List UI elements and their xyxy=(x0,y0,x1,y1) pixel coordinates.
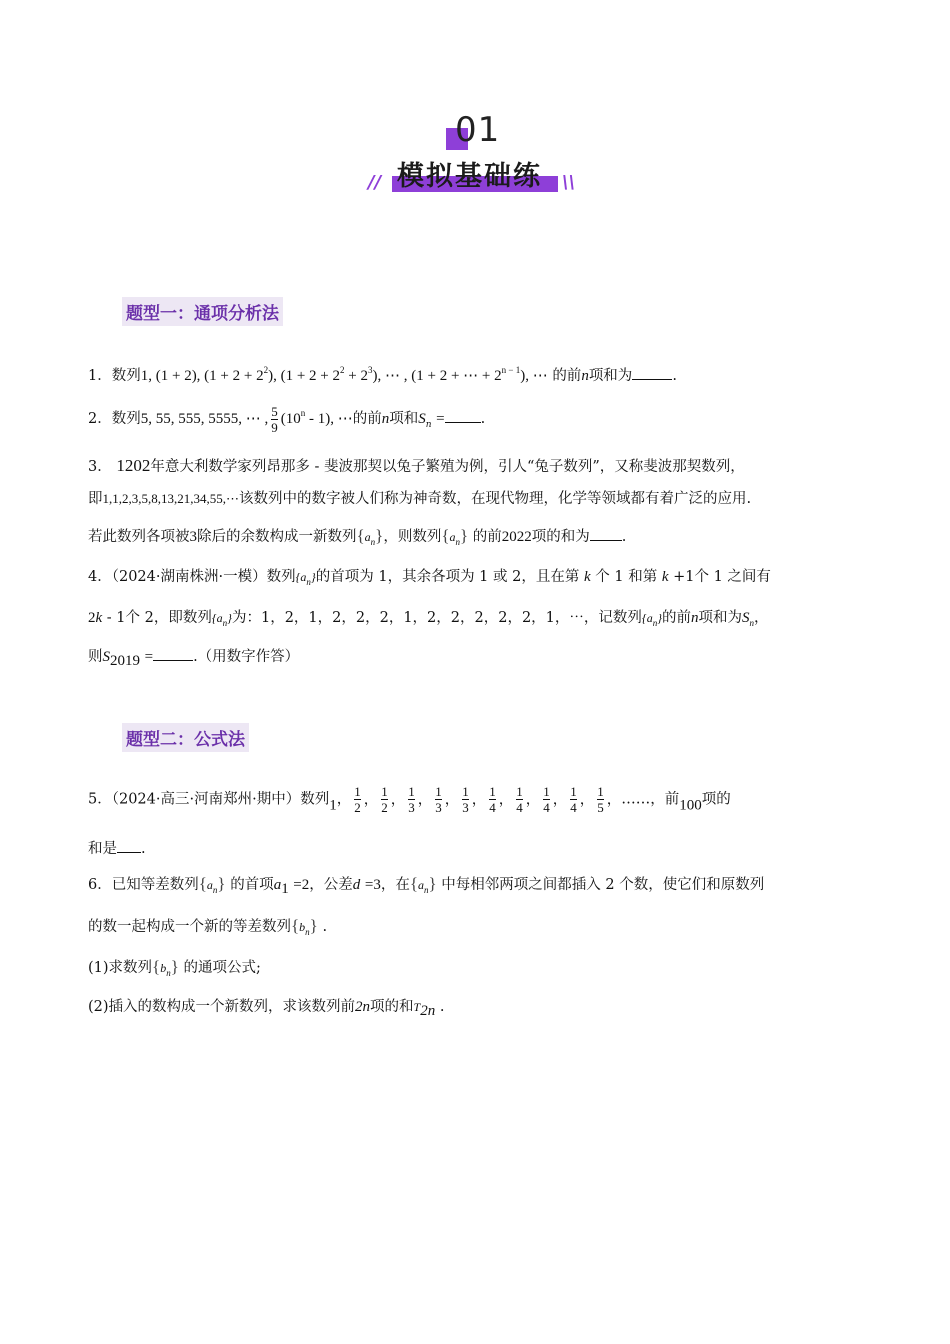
question-6-part-1: (1)求数列$\{b_n\}$ 的通项公式; xyxy=(88,957,261,978)
answer-blank xyxy=(153,646,193,661)
question-number: 5． xyxy=(88,791,112,808)
question-1: 1．数列1, (1 + 2), $(1 + 2 + 2^2)$, $(1 + 2 + 2^2 + 2^3)$, ⋯ , (1 + 2 + ⋯ + $2^{n - 1}$), ⋯ 的前n项和为 . xyxy=(88,365,677,384)
question-5-line-2: 和是 . xyxy=(88,838,146,859)
sequence-expression: 1, (1 + 2), $(1 + 2 + 2^2)$, $(1 + 2 + 2^2 + 2^3)$, ⋯ , (1 + 2 + ⋯ + $2^{n - 1}$), ⋯ xyxy=(140,365,548,384)
answer-blank xyxy=(117,838,141,853)
question-6-part-2: (2)插入的数构成一个新数列，求该数列前2n项的和$T_{2n}$ . xyxy=(88,999,445,1019)
left-decoration: // xyxy=(368,172,382,193)
fraction: $\frac{1}{4}$ xyxy=(543,784,550,815)
question-3-line-2: 即1,1,2,3,5,8,13,21,34,55,⋯该数列中的数字被人们称为神奇数，在现代物理，化学等领域都有着广泛的应用. xyxy=(88,491,752,507)
fraction: $\frac{1}{3}$ xyxy=(462,784,469,815)
question-number: 1． xyxy=(88,368,112,384)
answer-blank xyxy=(445,408,481,423)
question-4-line-3: 则$S_{2019}$ = .（用数字作答） xyxy=(88,646,299,671)
question-6-line-2: 的数一起构成一个新的等差数列$\{b_n\}$ . xyxy=(88,916,328,937)
question-number: 2． xyxy=(88,411,112,427)
question-5-line-1: 5．（2024·高三·河南郑州·期中）数列1， $\frac{1}{2}$ ， $\frac{1}{2}$ ， $\frac{1}{3}$ ， $\frac{1}{3}$ ， $\frac{1}{3}$ ， $\frac{1}{4}$ ， $\frac{1}{4}$ ， $\frac{1}{4}$ ， $\frac{1}{4}$ ， $\frac{1}{5}$ ，……，前100项的 xyxy=(88,784,731,815)
fraction: $\frac{1}{4}$ xyxy=(489,784,496,815)
fraction: $\frac{1}{5}$ xyxy=(597,784,604,815)
question-number: 6． xyxy=(88,877,112,893)
fraction: $\frac{1}{3}$ xyxy=(435,784,442,815)
fraction: $\frac{1}{3}$ xyxy=(408,784,415,815)
answer-blank xyxy=(632,365,672,380)
question-number: 4． xyxy=(88,569,112,585)
fraction: $\frac{1}{4}$ xyxy=(570,784,577,815)
section-heading-2: 题型二：公式法 xyxy=(122,723,249,752)
question-number: 3． xyxy=(88,459,112,475)
right-decoration: \\ xyxy=(562,172,576,193)
question-2: 2．数列5, 55, 555, 5555, ⋯ , $\frac{5}{9}$ (10$^n$ - 1), ⋯的前n项和$S_n$ = . xyxy=(88,403,486,435)
fraction-sequence: $\frac{1}{2}$ ， $\frac{1}{2}$ ， $\frac{1}{3}$ ， $\frac{1}{3}$ ， $\frac{1}{3}$ ， $\frac{1}{4}$ ， $\frac{1}{4}$ ， $\frac{1}{4}$ ， $\frac{1}{4}$ ， $\frac{1}{5}$ ， xyxy=(354,784,622,815)
fraction: $\frac{1}{2}$ xyxy=(354,784,361,815)
fraction: $\frac{1}{4}$ xyxy=(516,784,523,815)
question-3-line-3: 若此数列各项被3除后的余数构成一新数列$\{a_n\}$，则数列$\{a_n\}$ 的前2022项的和为 . xyxy=(88,526,627,547)
question-6-line-1: 6．已知等差数列$\{a_n\}$ 的首项$a_1 =2$，公差d =3，在$\{a_n\}$ 中每相邻两项之间都插入 2 个数，使它们和原数列 xyxy=(88,874,765,897)
question-4-line-2: 2k - 1个 2，即数列$\{a_n\}$为：1，2，1，2，2，2，1，2，2，2，2，2，1，⋯，记数列$\{a_n\}$的前n项和为$S_n$， xyxy=(88,610,769,628)
fraction: $\frac{1}{2}$ xyxy=(381,784,388,815)
answer-blank xyxy=(590,526,622,541)
fraction: $\frac{5}{9}$ xyxy=(271,403,278,435)
chapter-header xyxy=(0,110,950,200)
section-heading-1: 题型一：通项分析法 xyxy=(122,297,283,326)
chapter-number: 01 xyxy=(455,110,501,150)
question-4-line-1: 4．（2024·湖南株洲·一模）数列$\{a_n\}$的首项为 1，其余各项为 1 或 2，且在第 k 个 1 和第 k +1个 1 之间有 xyxy=(88,569,771,587)
chapter-title: 模拟基础练 xyxy=(397,161,542,192)
question-3-line-1: 3． 1202年意大利数学家列昂那多 - 斐波那契以兔子繁殖为例，引人“兔子数列”，又称斐波那契数列， xyxy=(88,456,745,475)
